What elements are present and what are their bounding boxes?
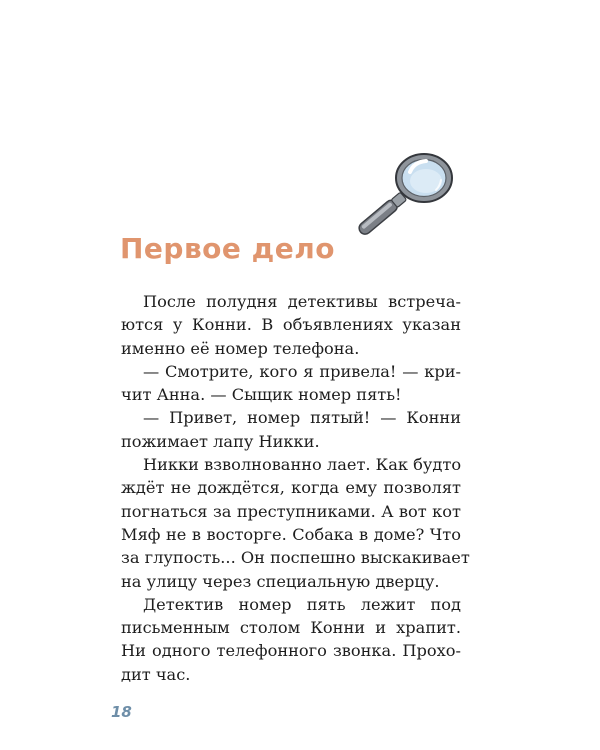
magnifying-glass-icon: [352, 148, 462, 238]
text-line: за глупость... Он поспешно выскакивает: [121, 548, 470, 568]
chapter-body: [121, 290, 470, 686]
text-line: чит Анна. — Сыщик номер пять!: [121, 385, 402, 405]
page-number: 18: [111, 703, 132, 721]
text-line: погнаться за преступниками. А вот кот: [121, 501, 461, 521]
text-line: ждёт не дождётся, когда ему позволят: [121, 478, 461, 498]
text-line: ются у Конни. В объявлениях указан: [121, 315, 461, 335]
text-line: Ни одного телефонного звонка. Прохо-: [121, 641, 461, 661]
text-line: Детектив номер пять лежит под: [143, 594, 461, 614]
text-line: — Смотрите, кого я привела! — кри-: [143, 361, 461, 381]
text-line: После полудня детективы встреча-: [143, 292, 461, 311]
text-line: именно её номер телефона.: [121, 338, 360, 358]
chapter-title: Первое дело: [120, 232, 336, 265]
text-line: пожимает лапу Никки.: [121, 431, 320, 451]
text-line: на улицу через специальную дверцу.: [121, 571, 440, 591]
text-line: письменным столом Конни и храпит.: [121, 618, 461, 638]
text-line: Никки взволнованно лает. Как будто: [143, 455, 462, 475]
text-line: дит час.: [121, 664, 191, 684]
text-line: Мяф не в восторге. Собака в доме? Что: [121, 524, 461, 544]
text-line: — Привет, номер пятый! — Конни: [143, 408, 461, 428]
